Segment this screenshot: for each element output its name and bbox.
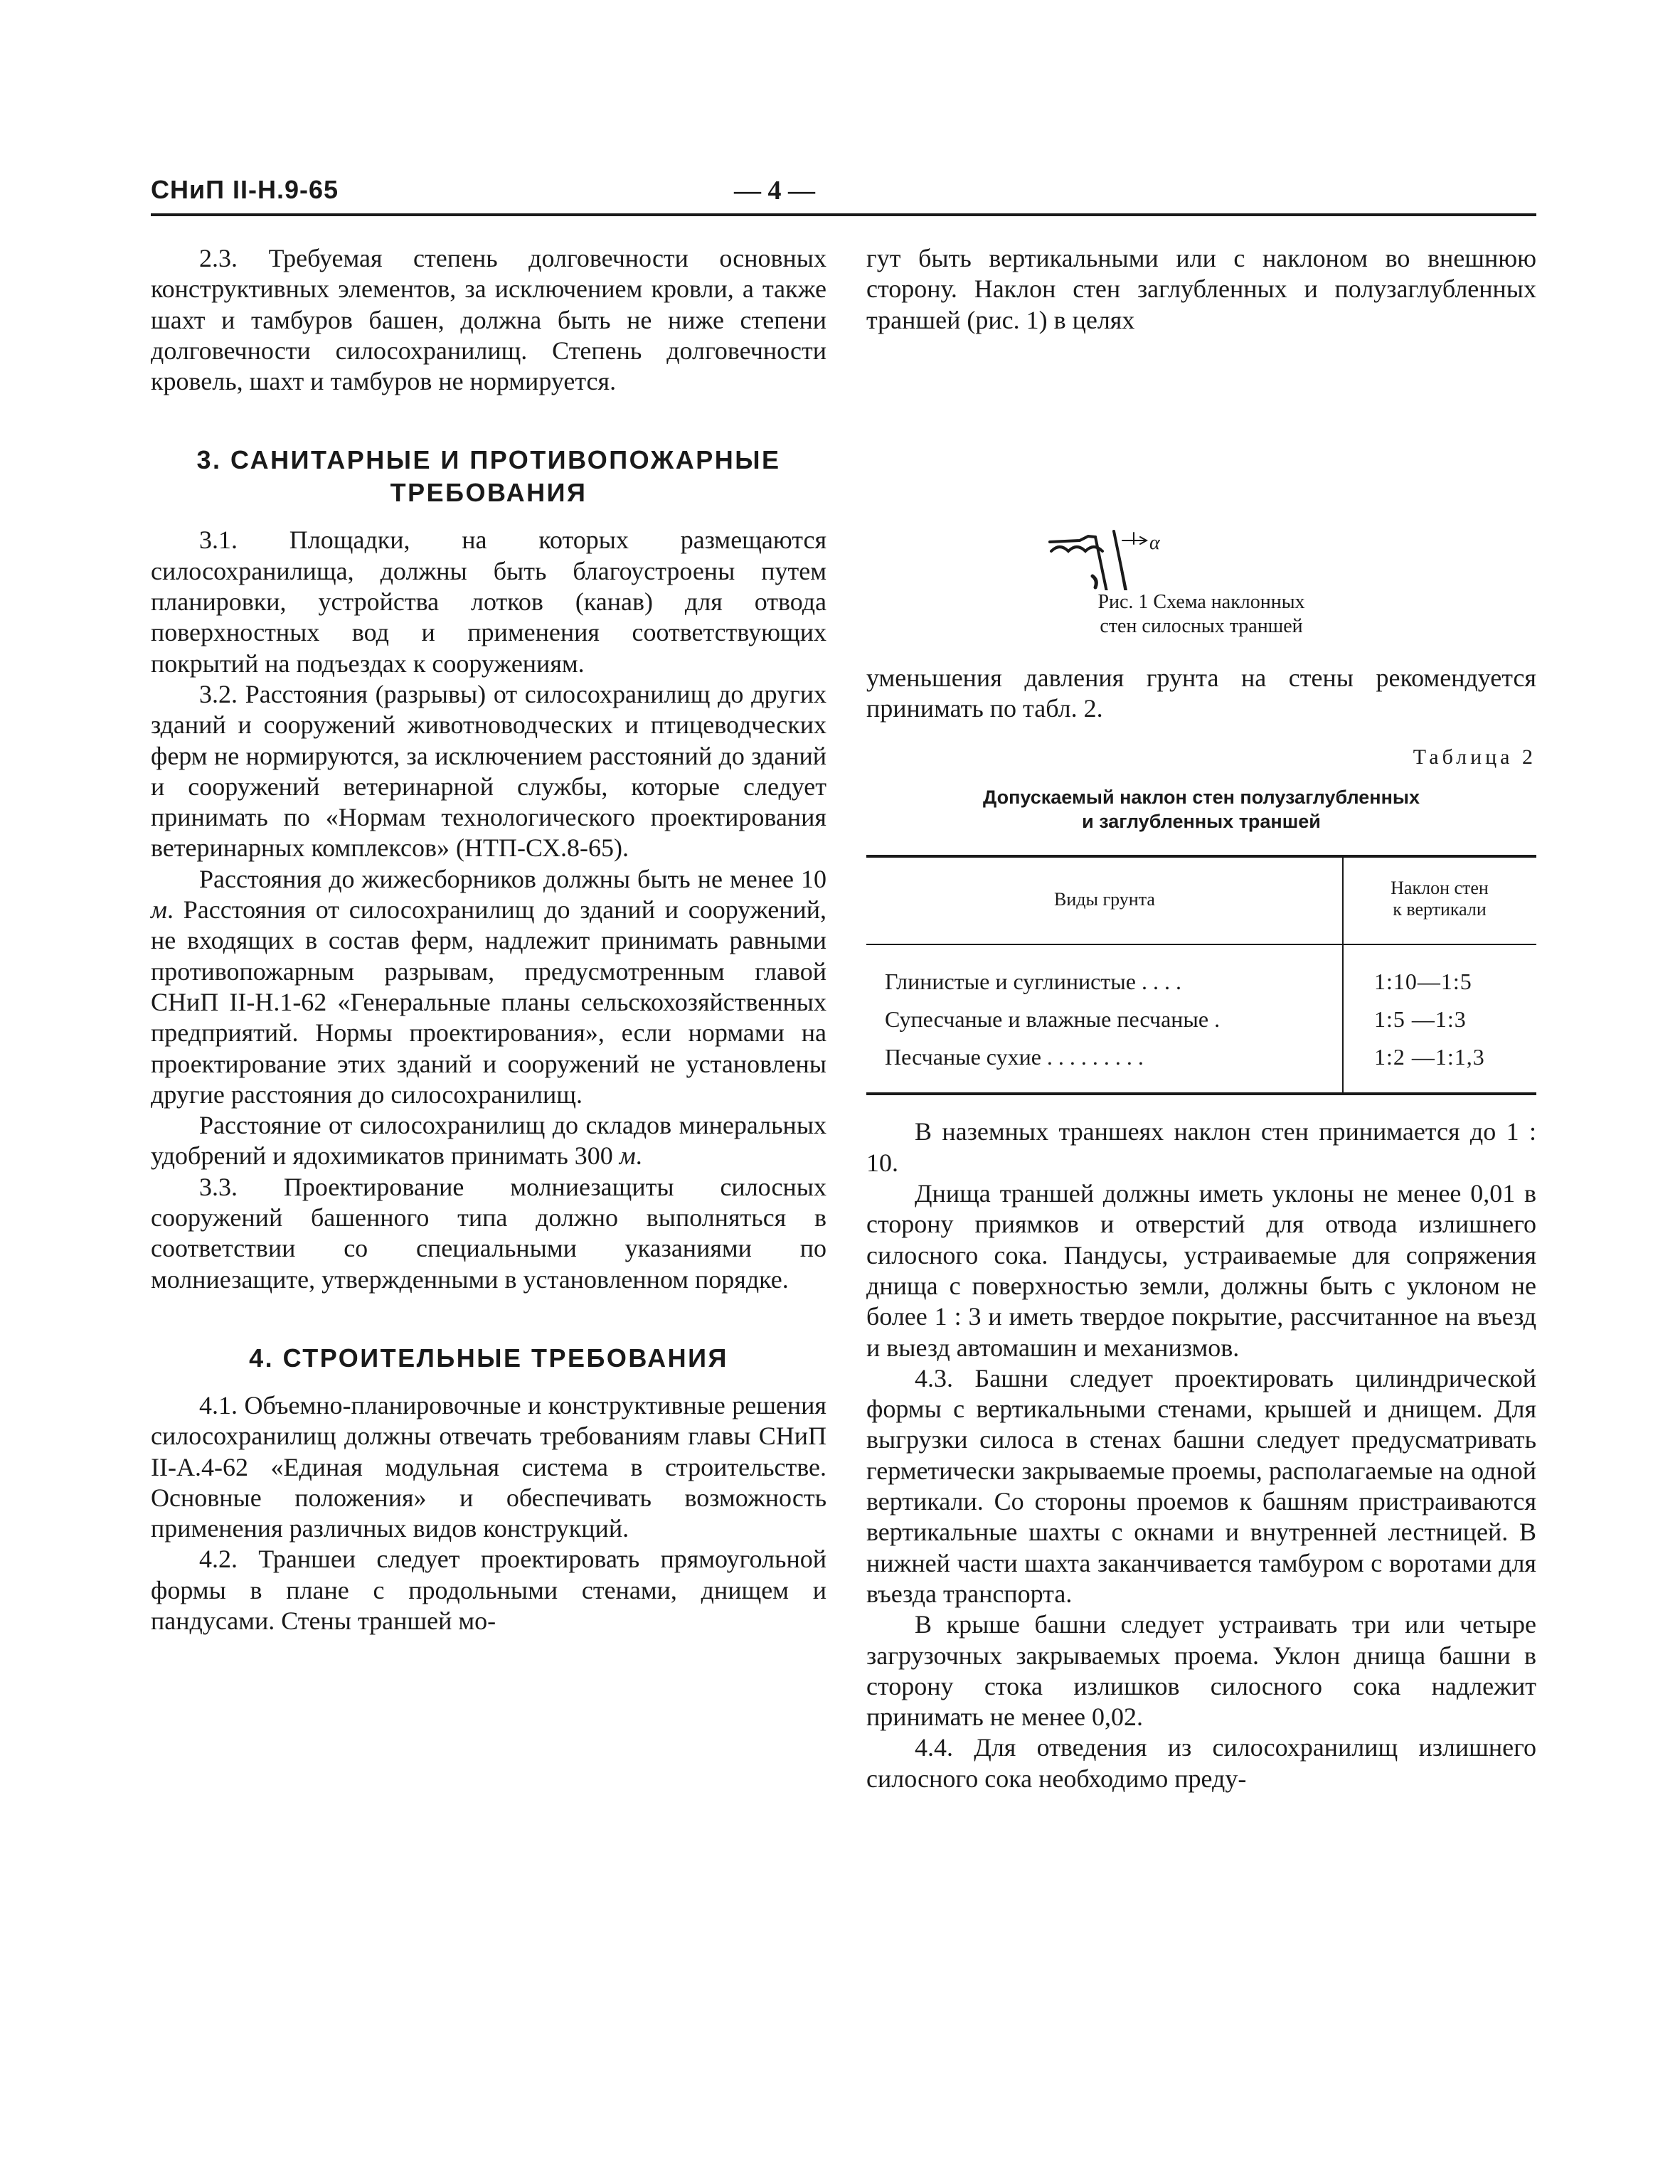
paragraph-3-2-fertilizer-end: . [635,1141,642,1171]
paragraph-4-3: 4.3. Башни следует проектировать цилиндрической формы с вертикальными стенами, крышей и днищем. Для выгрузки силоса в стенах башни следует предусматривать герметически закрываемые проемы, располагаемые на одной вертикали. Со стороны проемов к башням пристраиваются вертикальные шахты с окнами и внутренней лестницей. В нижней части шахта заканчивается тамбуром с воротами для въезда транспорта. [866,1363,1536,1608]
paragraph-3-2-distances-rest: . Расстояния от силосохранилищ до зданий и сооружений, не входящих в состав ферм, надлежит принимать равными противопожарным разрывам, предусмотренным главой СНиП II-Н.1-62 «Генеральные планы сельскохозяйственных предприятий. Нормы проектирования», если нормами на проектирование этих зданий и сооружений не установлены другие расстояния до силосохранилищ. [151,895,826,1109]
paragraph-3-3: 3.3. Проектирование молниезащиты силосных сооружений башенного типа должно выполняться в соответствии со специальными указаниями по молниезащите, утвержденными в установленном порядке. [151,1172,826,1294]
table-row-slope: 1:5 —1:3 [1374,1006,1467,1033]
trench-wall-diagram [866,356,1536,590]
section-3-heading-line2: ТРЕБОВАНИЯ [390,478,588,508]
table-row-slope: 1:10—1:5 [1374,969,1472,995]
paragraph-2-3: 2.3. Требуемая степень долговечности основных конструктивных элементов, за исключением кровли, а также шахт и тамбуров башен, должна быть не ниже степени долговечности силосохранилищ. Степень долговечности кровель, шахт и тамбуров не нормируется. [151,244,826,396]
section-4-heading: 4. СТРОИТЕЛЬНЫЕ ТРЕБОВАНИЯ [249,1343,728,1373]
column-header-soil: Виды грунта [1054,889,1155,910]
paragraph-after-figure: уменьшения давления грунта на стены рекомендуется принимать по табл. 2. [866,663,1536,723]
paragraph-tower-roof: В крыше башни следует устраивать три или четыре загрузочных закрываемых проема. Уклон днища башни в сторону стока излишков силосного сока надлежит принимать не менее 0,02. [866,1610,1536,1732]
paragraph-3-2: 3.2. Расстояния (разрывы) от силосохранилищ до других зданий и сооружений животноводческих и птицеводческих ферм не нормируются, за исключением расстояний до зданий и сооружений ветеринарной службы, которые следует принимать по «Нормам технологического проектирования ветеринарных комплексов» (НТП-СХ.8-65). [151,679,826,863]
figure-caption-line2: стен силосных траншей [1100,614,1303,637]
table-number: Таблица 2 [1413,745,1536,769]
table-title-line1: Допускаемый наклон стен полузаглубленных [983,787,1420,809]
alpha-label: α [1149,531,1160,554]
paragraph-3-2-distances [151,864,826,1110]
figure-caption [866,590,1536,639]
table-title-line2: и заглубленных траншей [1082,811,1321,833]
page-number: — 4 — [734,176,815,206]
paragraph-3-1: 3.1. Площадки, на которых размещаются силосохранилища, должны быть благоустроены путем планировки, устройства лотков (канав) для отвода поверхностных вод и применения соответствующих покрытий на подъездах к сооружениям. [151,526,826,678]
paragraph-4-2: 4.2. Траншеи следует проектировать прямоугольной формы в плане с продольными стенами, днищем и пандусами. Стены траншей мо- [151,1545,826,1635]
column-header-slope [1343,878,1536,920]
paragraph-3-2-fertilizer [151,1110,826,1172]
paragraph-3-2-fertilizer-text: Расстояние от силосохранилищ до складов минеральных удобрений и ядохимикатов принимать 300 [151,1111,826,1171]
paragraph-ground-trenches: В наземных траншеях наклон стен принимается до 1 : 10. [866,1117,1536,1177]
paragraph-4-1: 4.1. Объемно-планировочные и конструктивные решения силосохранилищ должны отвечать требованиям главы СНиП II-А.4-62 «Единая модульная система в строительстве. Основные положения» и обеспечивать возможность применения различных видов конструкций. [151,1390,826,1543]
figure-caption-line1: Рис. 1 Схема наклонных [1097,590,1305,613]
slope-table [866,855,1536,1097]
table-row-soil: Глинистые и суглинистые . . . . [885,969,1181,995]
column-header-slope-line1: Наклон стен [1391,878,1489,899]
paragraph-3-2-distances-text: Расстояния до жижесборников должны быть не менее 10 [199,864,826,893]
table-row-slope: 1:2 —1:1,3 [1374,1044,1485,1070]
figure-1-slanted-walls [866,356,1536,590]
header-rule [151,213,1536,216]
right-column [866,243,1536,1794]
table-row-soil: Супесчаные и влажные песчаные . [885,1006,1221,1033]
table-row-soil: Песчаные сухие . . . . . . . . . [885,1044,1144,1070]
unit-meters: м [151,895,167,925]
paragraph-4-4: 4.4. Для отведения из силосохранилищ излишнего силосного сока необходимо преду- [866,1733,1536,1793]
page-header [151,175,1536,215]
column-header-slope-line2: к вертикали [1393,899,1487,920]
table-title [866,785,1536,833]
paragraph-trench-walls-cont: гут быть вертикальными или с наклоном во внешнюю сторону. Наклон стен заглубленных и полузаглубленных траншей (рис. 1) в целях [866,244,1536,334]
document-code: СНиП II-Н.9-65 [151,175,339,204]
paragraph-trench-bottoms: Днища траншей должны иметь уклоны не менее 0,01 в сторону приямков и отверстий для отвода излишнего силосного сока. Пандусы, устраиваемые для сопряжения днища с поверхностью земли, должны быть с уклоном не более 1 : 3 и иметь твердое покрытие, рассчитанное на въезд и выезд автомашин и механизмов. [866,1179,1536,1362]
section-3-heading-line1: 3. САНИТАРНЫЕ И ПРОТИВОПОЖАРНЫЕ [196,445,781,475]
unit-meters: м [619,1141,636,1171]
left-column [151,243,826,1636]
